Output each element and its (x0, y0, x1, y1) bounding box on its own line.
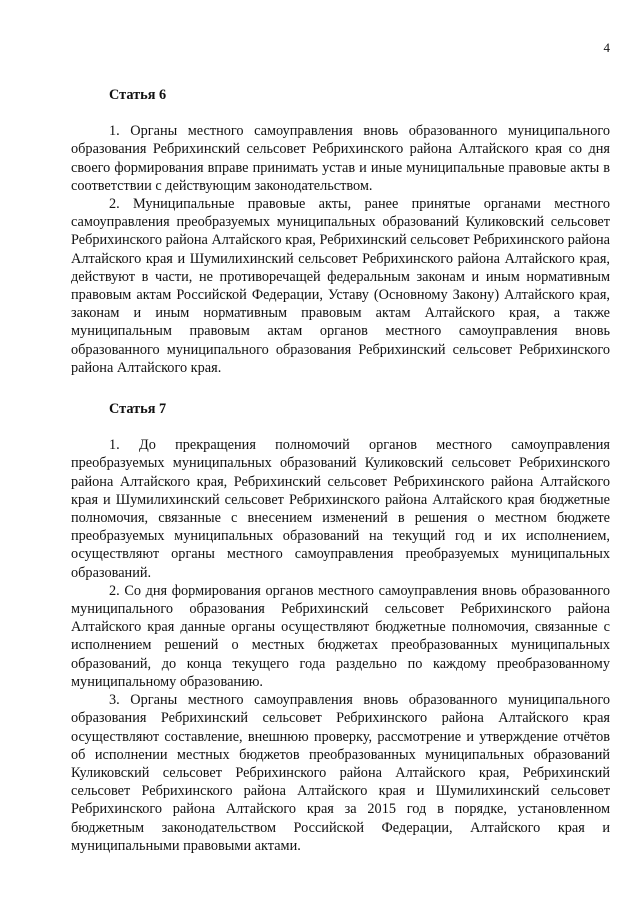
article-paragraph: 3. Органы местного самоуправления вновь образованного муниципального образования Ребрихинский сельсовет Ребрихинского района Алтайского края осуществляют составление, внешнюю проверку, рассмотрение и утверждение отчётов об исполнении местных бюджетов преобразованных муниципальных образований Куликовский сельсовет Ребрихинского района Алтайского края, Ребрихинский сельсовет Ребрихинского района Алтайского края и Шумилихинский сельсовет Ребрихинского района Алтайского края за 2015 год в порядке, установленном бюджетным законодательством Российской Федерации, Алтайского края и муниципальными правовыми актами. (71, 692, 610, 854)
article-paragraph: 2. Муниципальные правовые акты, ранее принятые органами местного самоуправления преобразуемых муниципальных образований Куликовский сельсовет Ребрихинского района Алтайского края, Ребрихинский сельсовет Ребрихинского района Алтайского края и Шумилихинский сельсовет Ребрихинского района Алтайского края, действуют в части, не противоречащей федеральным законам и иным нормативным правовым актам Российской Федерации, Уставу (Основному Закону) Алтайского края, законам и иным нормативным правовым актам Алтайского края, а также муниципальным правовым актам органов местного самоуправления вновь образованного муниципального образования Ребрихинский сельсовет Ребрихинского района Алтайского края. (71, 196, 610, 376)
article-6 (71, 86, 610, 377)
article-paragraph: 2. Со дня формирования органов местного самоуправления вновь образованного муниципального образования Ребрихинский сельсовет Ребрихинского района Алтайского края данные органы осуществляют бюджетные полномочия, связанные с исполнением решений о местных бюджетах преобразованных муниципальных образований, до конца текущего года раздельно по каждому преобразованному муниципальному образованию. (71, 582, 610, 690)
article-heading: Статья 7 (109, 401, 167, 418)
page-number: 4 (603, 40, 610, 55)
article-paragraph: 1. До прекращения полномочий органов местного самоуправления преобразуемых муниципальных образований Куликовский сельсовет Ребрихинского района Алтайского края, Ребрихинский сельсовет Ребрихинского района Алтайского края и Шумилихинский сельсовет Ребрихинского района Алтайского края бюджетные полномочия, связанные с внесением изменений в решения о местном бюджете преобразуемых муниципальных образований на текущий год и их исполнением, осуществляют органы местного самоуправления преобразуемых муниципальных образований. (71, 437, 610, 581)
article-7 (71, 400, 610, 855)
article-heading: Статья 6 (109, 87, 167, 103)
article-paragraph: 1. Органы местного самоуправления вновь образованного муниципального образования Ребрихинский сельсовет Ребрихинского района Алтайского края со дня своего формирования вправе принимать устав и иные муниципальные правовые акты в соответствии с действующим законодательством. (71, 123, 610, 194)
document-body (71, 86, 610, 855)
